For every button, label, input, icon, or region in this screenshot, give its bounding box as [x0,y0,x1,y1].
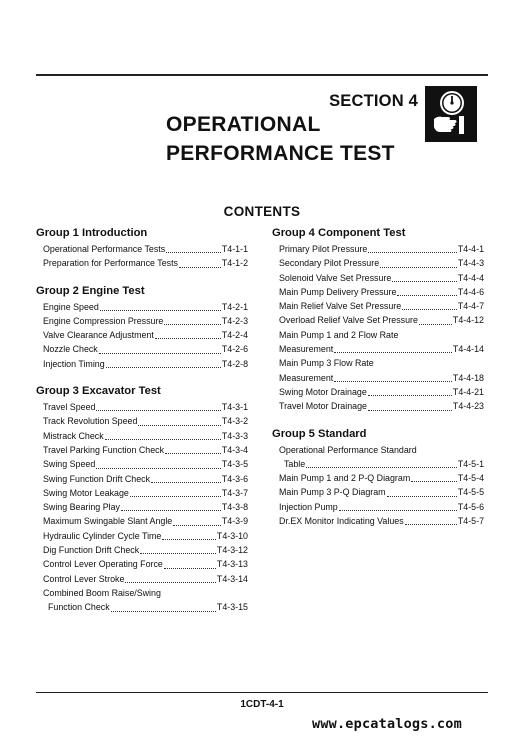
toc-entry-label: Main Pump 1 and 2 P-Q Diagram [279,473,411,484]
toc-entry-page: T4-3-4 [221,444,248,455]
toc-entry[interactable] [272,385,484,399]
toc-entry-page: T4-1-1 [221,244,248,254]
dot-leader [140,552,216,554]
toc-entry[interactable] [36,429,248,443]
toc-entry-label: Overload Relief Valve Set Pressure [279,315,418,326]
toc-entry-page: T4-4-6 [457,286,484,297]
toc-entry-page: T4-3-10 [216,530,248,541]
toc-entry[interactable] [272,271,484,285]
toc-entry-page: T4-3-6 [221,473,248,484]
toc-entry-page: T4-3-12 [216,545,248,556]
dot-leader [173,524,221,526]
group-title: Group 5 Standard [272,427,367,440]
dot-leader [402,308,457,310]
toc-entry[interactable] [36,357,248,371]
page-title-line1: OPERATIONAL [166,113,321,136]
dot-leader [96,409,220,411]
toc-entry[interactable] [36,443,248,457]
toc-entry[interactable] [272,485,484,499]
dot-leader [392,280,457,282]
toc-left-column [36,226,248,615]
toc-entry-label: Swing Function Drift Check [43,473,151,484]
toc-entry-page: T4-3-3 [221,430,248,441]
toc-entry-page: T4-2-8 [221,358,248,369]
page-code: 1CDT-4-1 [240,699,284,710]
dot-leader [165,452,221,454]
toc-entry[interactable] [272,242,484,256]
toc-entry-page: T4-2-3 [221,315,248,326]
toc-entry-page: T4-4-21 [452,386,484,397]
toc-entry[interactable] [272,299,484,313]
toc-entry[interactable] [36,256,248,270]
toc-entry-page: T4-3-8 [221,502,248,513]
toc-entry[interactable] [36,300,248,314]
toc-entry-page: T4-5-7 [457,516,484,527]
toc-entry[interactable] [272,256,484,270]
dot-leader [368,394,452,396]
dot-leader [166,251,221,253]
dot-leader [105,438,221,440]
group-title: Group 3 Excavator Test [36,385,161,398]
toc-entry-label: Mistrack Check [43,430,104,441]
toc-entry-page: T4-3-13 [216,559,248,570]
toc-entry-page: T4-5-5 [457,487,484,498]
toc-entry[interactable] [272,457,484,471]
toc-entry-label: Maximum Swingable Slant Angle [43,516,173,527]
dot-leader [368,251,457,253]
toc-entry-page: T4-1-2 [221,258,248,269]
toc-entry-label: Travel Motor Drainage [279,401,367,412]
watermark-url[interactable]: www.epcatalogs.com [312,716,462,732]
group-title: Group 4 Component Test [272,227,406,239]
toc-entry-label: Engine Speed [43,301,99,312]
toc-entry[interactable] [36,414,248,428]
toc-entry-page: T4-2-4 [221,330,248,341]
dot-leader [138,424,220,426]
toc-entry-label: Dr.EX Monitor Indicating Values [279,516,404,527]
toc-entry-page: T4-4-4 [457,272,484,283]
toc-entry-label: Control Lever Operating Force [43,559,163,570]
toc-entry[interactable] [36,328,248,342]
dot-leader [397,294,456,296]
toc-entry-label: Engine Compression Pressure [43,315,164,326]
toc-entry-label: Dig Function Drift Check [43,545,140,556]
dot-leader [306,466,457,468]
toc-entry[interactable] [272,342,484,356]
toc-entry-label: Main Pump Delivery Pressure [279,286,397,297]
dot-leader [334,380,452,382]
toc-right-column [272,226,484,528]
dot-leader [162,538,216,540]
toc-entry-first-line[interactable]: Main Pump 1 and 2 Flow Rate [279,329,399,340]
contents-heading: CONTENTS [223,204,301,219]
toc-entry-label: Main Relief Valve Set Pressure [279,301,402,312]
group-title: Group 1 Introduction [36,227,148,239]
toc-entry[interactable] [272,514,484,528]
toc-entry-label: Primary Pilot Pressure [279,244,368,254]
toc-entry-page: T4-5-6 [457,501,484,512]
toc-entry-first-line[interactable]: Main Pump 3 Flow Rate [279,358,374,369]
toc-entry-label: Swing Speed [43,459,96,470]
toc-entry-page: T4-4-7 [457,301,484,312]
dot-leader [164,567,216,569]
toc-entry-label: Swing Motor Leakage [43,487,129,498]
top-rule [36,74,488,76]
toc-entry-page: T4-3-14 [216,573,248,584]
toc-entry-label: Valve Clearance Adjustment [43,330,154,341]
toc-entry-page: T4-3-5 [221,459,248,470]
group-title: Group 2 Engine Test [36,284,145,297]
toc-entry-label: Table [284,458,306,469]
toc-entry[interactable] [36,242,248,256]
toc-entry[interactable] [272,371,484,385]
toc-entry[interactable] [36,529,248,543]
toc-entry-label: Operational Performance Tests [43,244,166,254]
toc-entry-label: Hydraulic Cylinder Cycle Time [43,530,162,541]
toc-entry-label: Track Revolution Speed [43,416,138,427]
toc-entry-label: Measurement [279,344,334,355]
dot-leader [368,409,452,411]
toc-entry-label: Function Check [48,602,110,613]
dot-leader [121,509,221,511]
toc-entry-page: T4-2-1 [221,301,248,312]
dot-leader [155,337,221,339]
toc-entry-page: T4-4-12 [452,315,484,326]
toc-entry-label: Swing Bearing Play [43,502,120,513]
toc-entry[interactable] [272,399,484,413]
dot-leader [380,266,457,268]
toc-entry[interactable] [36,486,248,500]
dot-leader [334,351,452,353]
toc-entry-label: Measurement [279,372,334,383]
dot-leader [99,352,221,354]
toc-entry[interactable] [36,472,248,486]
toc-entry[interactable] [36,400,248,414]
toc-entry-page: T4-3-7 [221,487,248,498]
toc-entry-label: Injection Pump [279,501,338,512]
toc-entry-page: T4-3-9 [221,516,248,527]
toc-entry-label: Nozzle Check [43,344,98,355]
toc-entry-label: Solenoid Valve Set Pressure [279,272,392,283]
toc-entry[interactable] [272,313,484,327]
bottom-rule [36,692,488,693]
toc-entry[interactable] [36,572,248,586]
dot-leader [111,610,216,612]
toc-entry-first-line[interactable]: Combined Boom Raise/Swing [43,587,161,598]
dot-leader [130,495,221,497]
toc-entry[interactable] [36,600,248,614]
toc-entry-page: T4-4-18 [452,372,484,383]
toc-entry-label: Control Lever Stroke [43,573,125,584]
dot-leader [387,495,457,497]
gauge-hand-icon [425,86,477,142]
toc-entry-page: T4-3-2 [221,416,248,427]
dot-leader [151,481,221,483]
toc-entry-page: T4-2-6 [221,344,248,355]
toc-entry-label: Secondary Pilot Pressure [279,258,380,269]
dot-leader [339,509,457,511]
toc-entry-first-line[interactable]: Operational Performance Standard [279,444,417,455]
toc-entry[interactable] [272,285,484,299]
dot-leader [96,467,221,469]
dot-leader [106,366,221,368]
toc-entry[interactable] [36,314,248,328]
page-title-line2: PERFORMANCE TEST [166,142,395,165]
toc-entry[interactable] [36,342,248,356]
dot-leader [125,581,216,583]
dot-leader [419,323,452,325]
toc-entry[interactable] [36,457,248,471]
toc-entry-page: T4-5-1 [457,458,484,469]
toc-entry[interactable] [36,543,248,557]
toc-entry[interactable] [272,500,484,514]
toc-entry-page: T4-5-4 [457,473,484,484]
toc-entry-label: Preparation for Performance Tests [43,258,178,269]
toc-entry-label: Travel Parking Function Check [43,444,165,455]
toc-entry-label: Injection Timing [43,358,105,369]
dot-leader [164,323,220,325]
toc-entry-page: T4-3-1 [221,402,248,413]
dot-leader [411,480,457,482]
toc-entry-page: T4-4-1 [457,244,484,254]
toc-entry[interactable] [36,514,248,528]
toc-entry-label: Main Pump 3 P-Q Diagram [279,487,386,498]
toc-entry[interactable] [36,500,248,514]
toc-entry[interactable] [36,557,248,571]
dot-leader [179,266,221,268]
toc-entry[interactable] [272,471,484,485]
toc-entry-label: Travel Speed [43,402,96,413]
dot-leader [405,523,457,525]
dot-leader [100,309,221,311]
toc-entry-page: T4-3-15 [216,602,248,613]
toc-entry-page: T4-4-14 [452,344,484,355]
toc-entry-page: T4-4-23 [452,401,484,412]
toc-entry-page: T4-4-3 [457,258,484,269]
toc-entry-label: Swing Motor Drainage [279,386,367,397]
section-label: SECTION 4 [329,92,418,110]
